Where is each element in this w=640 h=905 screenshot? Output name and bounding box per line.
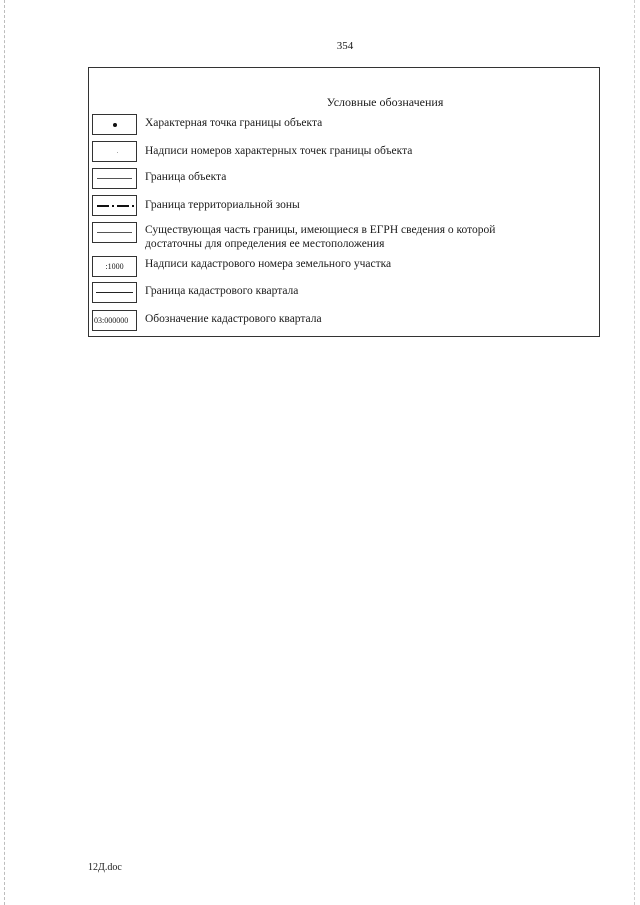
legend-title: Условные обозначения: [326, 95, 444, 109]
legend-symbol-dot: [92, 114, 137, 135]
legend-box: [88, 67, 600, 337]
text-icon: :1000: [105, 262, 124, 271]
legend-symbol-thin-line: [92, 168, 137, 189]
legend-label-line2: достаточны для определения ее местоположения: [145, 238, 385, 250]
thin-line-icon: [97, 232, 132, 233]
text-icon: 03:000000: [94, 316, 129, 325]
legend-symbol-text: [92, 310, 137, 331]
dot-icon: [113, 123, 117, 127]
legend-label-line1: Существующая часть границы, имеющиеся в ЕГРН сведения о которой: [145, 224, 496, 236]
legend-label: Граница объекта: [145, 171, 227, 183]
empty-icon: [117, 152, 118, 153]
page-number: 354: [336, 40, 354, 52]
legend-label: Граница территориальной зоны: [145, 199, 300, 211]
legend-symbol-thin-line: [92, 222, 137, 243]
legend-symbol-thick-line: [92, 282, 137, 303]
footer-file-name: 12Д.doc: [88, 862, 122, 873]
thick-line-icon: [96, 292, 133, 293]
legend-symbol-text: [92, 256, 137, 277]
legend-symbol-empty: [92, 141, 137, 162]
legend-label: Характерная точка границы объекта: [145, 117, 323, 129]
scan-edge-right: [634, 0, 635, 905]
dash-dot-line-icon: [97, 205, 134, 207]
thin-line-icon: [97, 178, 132, 179]
legend-label: Обозначение кадастрового квартала: [145, 313, 322, 325]
legend-symbol-dash-dot: [92, 195, 137, 216]
legend-label: Надписи кадастрового номера земельного участка: [145, 258, 392, 270]
legend-label: Надписи номеров характерных точек границы объекта: [145, 145, 413, 157]
legend-label: Граница кадастрового квартала: [145, 285, 299, 297]
scan-edge-left: [4, 0, 5, 905]
